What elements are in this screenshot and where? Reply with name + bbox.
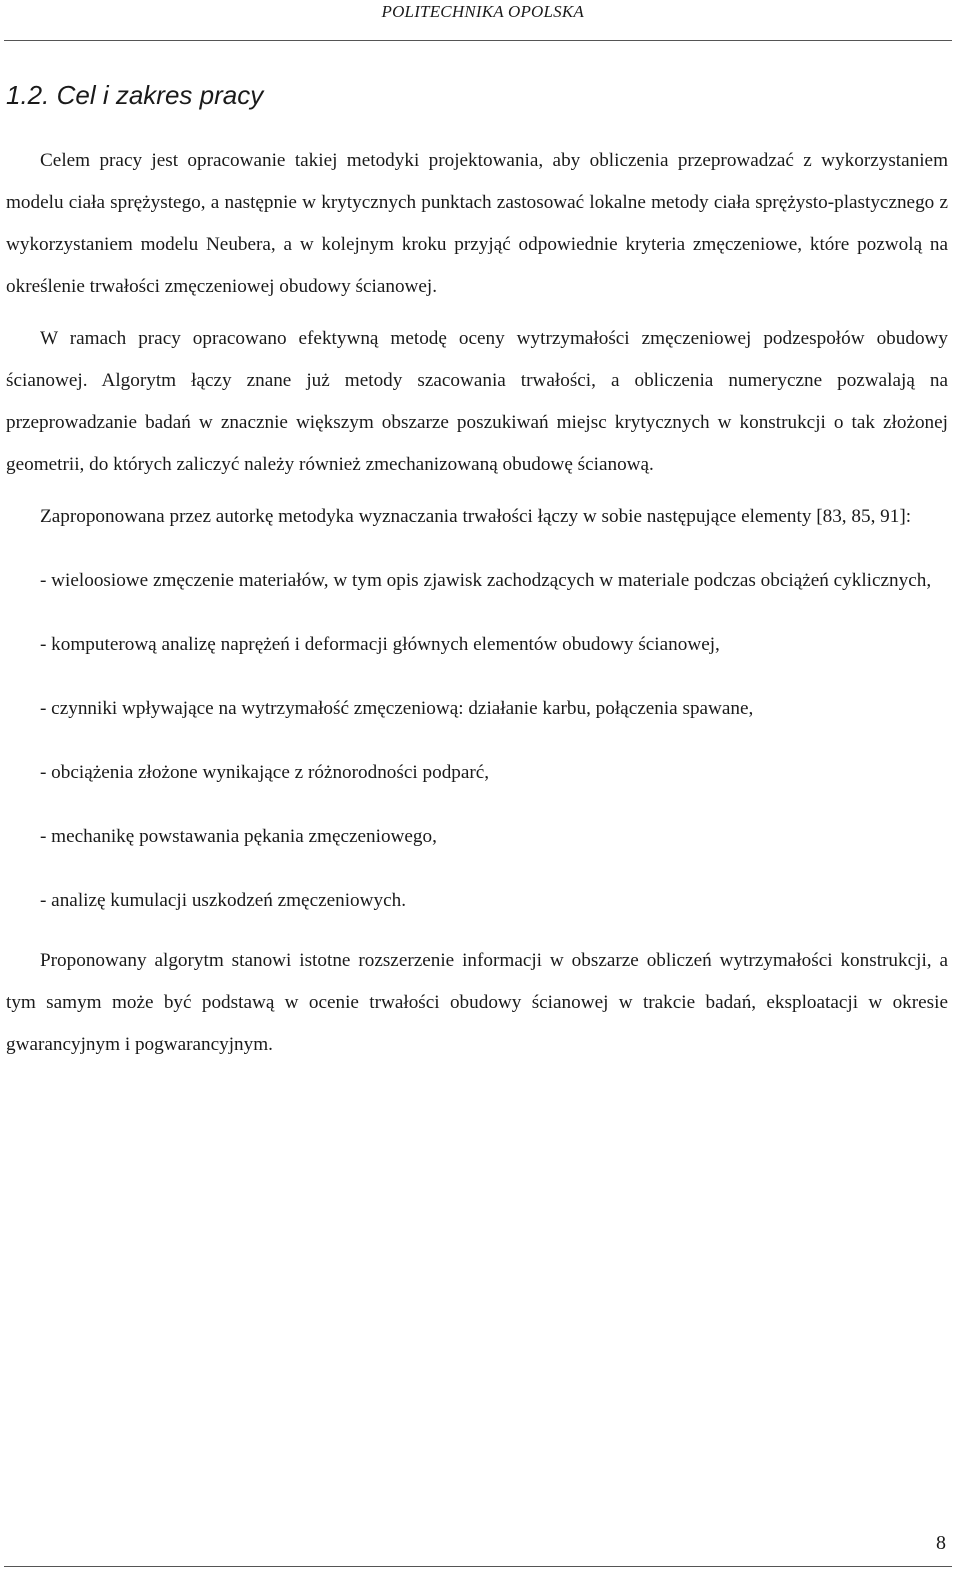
- list-item: - obciążenia złożone wynikające z różnorodności podparć,: [40, 762, 490, 783]
- paragraph-methodology-intro: Zaproponowana przez autorkę metodyka wyznaczania trwałości łączy w sobie następujące elementy [83, 85, 91]:: [40, 506, 912, 527]
- document-body: [6, 140, 948, 1066]
- running-header-text: POLITECHNIKA OPOLSKA: [381, 2, 584, 21]
- header-divider: [4, 40, 952, 41]
- paragraph-aim: Celem pracy jest opracowanie takiej metodyki projektowania, aby obliczenia przeprowadzać z wykorzystaniem modelu ciała sprężystego, a następnie w krytycznych punktach zastosować lokalne metody ciała sprężysto-plastycznego z wykorzystaniem modelu Neubera, a w kolejnym kroku przyjąć odpowiednie kryteria zmęczeniowe, które pozwolą na określenie trwałości zmęczeniowej obudowy ścianowej.: [6, 150, 948, 297]
- list-item: - analizę kumulacji uszkodzeń zmęczeniowych.: [40, 890, 406, 911]
- footer-divider: [4, 1566, 952, 1567]
- list-item: - mechanikę powstawania pękania zmęczeniowego,: [40, 826, 437, 847]
- list-item: - komputerową analizę naprężeń i deformacji głównych elementów obudowy ścianowej,: [40, 634, 720, 655]
- paragraph-scope: W ramach pracy opracowano efektywną metodę oceny wytrzymałości zmęczeniowej podzespołów obudowy ścianowej. Algorytm łączy znane już metody szacowania trwałości, a obliczenia numeryczne pozwalają na przeprowadzanie badań w znacznie większym obszarze poszukiwań miejsc krytycznych w konstrukcji o tak złożonej geometrii, do których zaliczyć należy również zmechanizowaną obudowę ścianową.: [6, 328, 948, 475]
- page-number: 8: [936, 1532, 946, 1554]
- list-item: - czynniki wpływające na wytrzymałość zmęczeniową: działanie karbu, połączenia spawane,: [40, 698, 754, 719]
- list-item: - wieloosiowe zmęczenie materiałów, w tym opis zjawisk zachodzących w materiale podczas obciążeń cyklicznych,: [40, 570, 932, 591]
- paragraph-conclusion: Proponowany algorytm stanowi istotne rozszerzenie informacji w obszarze obliczeń wytrzymałości konstrukcji, a tym samym może być podstawą w ocenie trwałości obudowy ścianowej w trakcie badań, eksploatacji w okresie gwarancyjnym i pogwarancyjnym.: [6, 950, 948, 1055]
- running-header: [381, 2, 584, 22]
- section-title: 1.2. Cel i zakres pracy: [6, 80, 264, 110]
